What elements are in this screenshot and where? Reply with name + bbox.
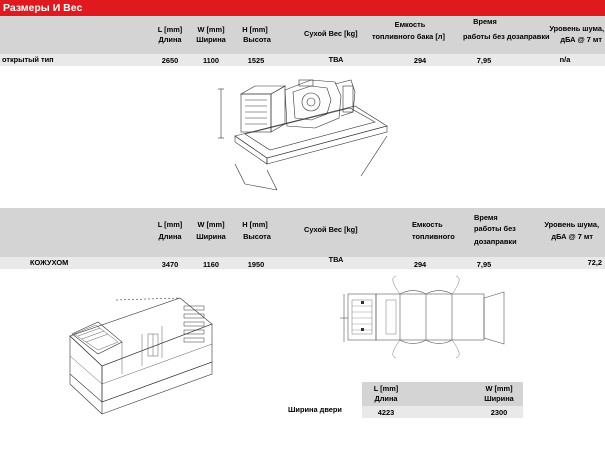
tank-header-bottom: топливного xyxy=(412,232,455,241)
time-header-top: Время xyxy=(473,17,497,26)
open-type-row xyxy=(0,54,605,66)
section-title: Размеры И Вес xyxy=(0,0,605,16)
width-header-bottom: Ширина xyxy=(196,35,226,44)
enclosed-header xyxy=(0,208,605,257)
height-header-bottom: Высота xyxy=(243,35,271,44)
door-width-label: Ширина двери xyxy=(288,405,342,414)
row-weight: ТВА xyxy=(328,255,344,264)
width-header-top: W [mm] xyxy=(197,25,225,34)
row-tank: 294 xyxy=(413,56,427,65)
time-header-bottom: дозаправки xyxy=(474,237,517,246)
row-length: 2650 xyxy=(161,56,179,65)
tank-header-top: Емкость xyxy=(412,220,443,229)
noise-header-top: Уровень шума, xyxy=(549,24,604,33)
length-header-top: L [mm] xyxy=(157,25,183,34)
tank-header-top: Емкость xyxy=(394,20,426,29)
tank-header-bottom: топливного бака [л] xyxy=(372,32,445,41)
door-length-value: 4223 xyxy=(377,408,395,417)
enclosed-row xyxy=(0,257,605,269)
row-height: 1525 xyxy=(247,56,265,65)
length-header-bottom: Длина xyxy=(158,35,182,44)
door-dimensions-header xyxy=(362,382,523,406)
height-header-bottom: Высота xyxy=(243,232,271,241)
weight-header: Сухой Вес [kg] xyxy=(304,29,358,38)
height-header-top: H [mm] xyxy=(242,25,268,34)
open-type-header xyxy=(0,16,605,54)
time-header-top: Время xyxy=(474,213,498,222)
row-noise: 72,2 xyxy=(587,258,602,267)
row-time: 7,95 xyxy=(476,260,492,269)
row-length: 3470 xyxy=(161,260,179,269)
row-time: 7,95 xyxy=(476,56,492,65)
noise-header-bottom: дБА @ 7 мт xyxy=(560,35,602,44)
time-header-bottom: работы без дозаправки xyxy=(463,32,550,41)
door-width-header-top: W [mm] xyxy=(485,384,513,393)
noise-header-bottom: дБА @ 7 мт xyxy=(551,232,593,241)
length-header-bottom: Длина xyxy=(158,232,182,241)
enclosed-generator-drawing xyxy=(62,278,220,416)
door-dimensions-row xyxy=(362,406,523,418)
row-name: открытый тип xyxy=(2,55,54,64)
height-header-top: H [mm] xyxy=(242,220,268,229)
row-tank: 294 xyxy=(413,260,427,269)
door-length-header-top: L [mm] xyxy=(373,384,399,393)
top-view-door-drawing xyxy=(338,276,528,358)
door-width-header-bottom: Ширина xyxy=(484,394,514,403)
time-header-mid: работы без xyxy=(474,224,516,233)
door-length-header-bottom: Длина xyxy=(374,394,398,403)
row-name: КОЖУХОМ xyxy=(30,258,69,267)
width-header-top: W [mm] xyxy=(197,220,225,229)
row-width: 1100 xyxy=(202,56,220,65)
noise-header-top: Уровень шума, xyxy=(544,220,599,229)
open-generator-drawing xyxy=(215,76,390,194)
weight-header: Сухой Вес [kg] xyxy=(304,225,358,234)
row-height: 1950 xyxy=(247,260,265,269)
door-width-value: 2300 xyxy=(490,408,508,417)
length-header-top: L [mm] xyxy=(157,220,183,229)
row-width: 1160 xyxy=(202,260,220,269)
width-header-bottom: Ширина xyxy=(196,232,226,241)
row-weight: ТВА xyxy=(328,55,344,64)
row-noise: n/a xyxy=(559,55,571,64)
